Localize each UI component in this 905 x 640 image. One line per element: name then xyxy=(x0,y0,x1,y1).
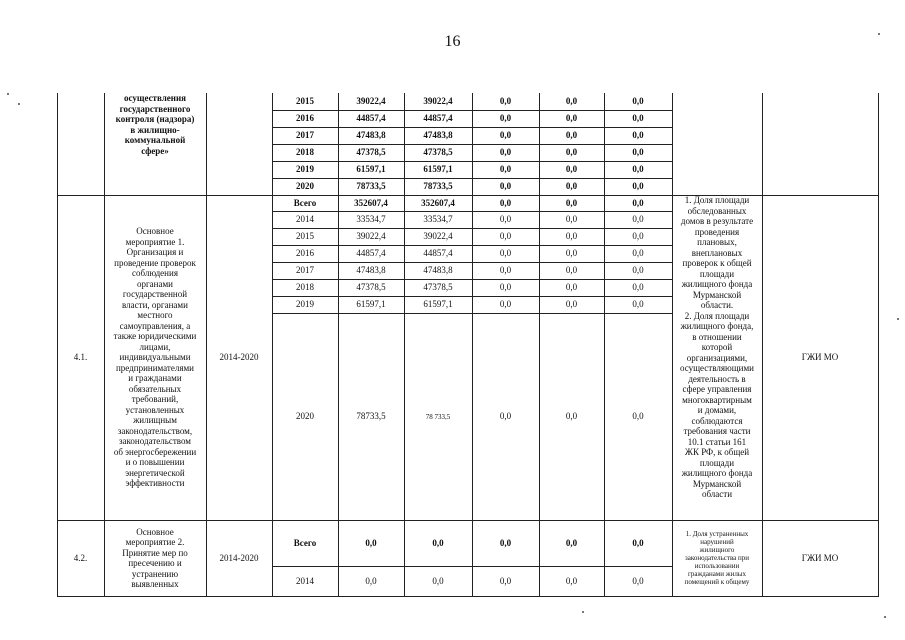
amount-regional-cell: 352607,4 xyxy=(421,197,455,208)
scan-speck xyxy=(18,103,20,105)
year-cell: 2018 xyxy=(296,282,314,293)
amount-federal-cell: 0,0 xyxy=(499,214,512,225)
amount-regional-cell: 61597,1 xyxy=(423,164,453,175)
year-cell: Всего xyxy=(293,197,317,208)
executor-cell: ГЖИ МО xyxy=(801,552,839,563)
year-cell: 2015 xyxy=(296,231,314,242)
amount-federal-cell: 0,0 xyxy=(499,537,512,548)
amount-other-cell: 0,0 xyxy=(632,282,644,293)
amount-local-cell: 0,0 xyxy=(565,113,578,124)
scan-speck xyxy=(897,318,899,320)
amount-other-cell: 0,0 xyxy=(632,164,644,175)
year-cell: 2014 xyxy=(296,214,314,225)
amount-local-cell: 0,0 xyxy=(565,147,578,158)
scan-speck xyxy=(884,616,886,618)
amount-regional-cell: 44857,4 xyxy=(423,113,453,124)
amount-total-cell: 78733,5 xyxy=(356,411,386,422)
amount-regional-cell: 78 733,5 xyxy=(425,412,451,421)
amount-total-cell: 47483,8 xyxy=(356,265,386,276)
amount-other-cell: 0,0 xyxy=(632,147,644,158)
amount-total-cell: 39022,4 xyxy=(356,96,386,107)
amount-other-cell: 0,0 xyxy=(632,299,644,310)
year-cell: 2016 xyxy=(296,113,314,124)
amount-federal-cell: 0,0 xyxy=(499,181,512,192)
amount-federal-cell: 0,0 xyxy=(499,231,512,242)
amount-other-cell: 0,0 xyxy=(632,197,644,208)
year-cell: 2017 xyxy=(296,265,314,276)
amount-federal-cell: 0,0 xyxy=(499,130,512,141)
amount-total-cell: 47483,8 xyxy=(356,130,386,141)
amount-regional-cell: 39022,4 xyxy=(423,231,453,242)
amount-local-cell: 0,0 xyxy=(565,181,578,192)
amount-local-cell: 0,0 xyxy=(565,299,578,310)
amount-regional-cell: 0,0 xyxy=(432,575,444,586)
amount-regional-cell: 47483,8 xyxy=(423,265,453,276)
period-cell: 2014-2020 xyxy=(219,352,259,363)
amount-local-cell: 0,0 xyxy=(565,411,578,422)
amount-other-cell: 0,0 xyxy=(632,575,644,586)
table-col-border-11 xyxy=(878,93,879,597)
year-cell: 2020 xyxy=(296,411,314,422)
amount-federal-cell: 0,0 xyxy=(499,299,512,310)
amount-other-cell: 0,0 xyxy=(632,130,644,141)
amount-federal-cell: 0,0 xyxy=(499,265,512,276)
amount-local-cell: 0,0 xyxy=(565,214,578,225)
year-cell: 2019 xyxy=(296,299,314,310)
amount-federal-cell: 0,0 xyxy=(499,147,512,158)
amount-other-cell: 0,0 xyxy=(632,231,644,242)
amount-total-cell: 352607,4 xyxy=(354,197,388,208)
executor-cell: ГЖИ МО xyxy=(801,352,839,363)
amount-federal-cell: 0,0 xyxy=(499,197,512,208)
year-cell: 2018 xyxy=(296,147,314,158)
amount-total-cell: 39022,4 xyxy=(356,231,386,242)
scan-speck xyxy=(878,33,880,35)
amount-total-cell: 47378,5 xyxy=(356,147,386,158)
amount-regional-cell: 44857,4 xyxy=(423,248,453,259)
amount-other-cell: 0,0 xyxy=(632,265,644,276)
amount-local-cell: 0,0 xyxy=(565,197,578,208)
amount-regional-cell: 0,0 xyxy=(432,537,444,548)
amount-total-cell: 44857,4 xyxy=(356,248,386,259)
year-cell: 2015 xyxy=(296,96,314,107)
amount-total-cell: 61597,1 xyxy=(356,164,386,175)
amount-total-cell: 0,0 xyxy=(365,537,377,548)
amount-regional-cell: 61597,1 xyxy=(423,299,453,310)
event-name: Основное мероприятие 2. Принятие мер по пресечению и устранению выявленных xyxy=(122,526,188,589)
page-number: 16 xyxy=(444,33,461,50)
amount-total-cell: 47378,5 xyxy=(356,282,386,293)
amount-other-cell: 0,0 xyxy=(632,214,644,225)
amount-other-cell: 0,0 xyxy=(632,411,644,422)
amount-regional-cell: 47483,8 xyxy=(423,130,453,141)
amount-regional-cell: 39022,4 xyxy=(423,96,453,107)
year-cell: 2019 xyxy=(296,164,314,175)
amount-other-cell: 0,0 xyxy=(632,113,644,124)
amount-regional-cell: 78733,5 xyxy=(423,181,453,192)
amount-local-cell: 0,0 xyxy=(565,130,578,141)
amount-total-cell: 33534,7 xyxy=(356,214,386,225)
amount-federal-cell: 0,0 xyxy=(499,113,512,124)
amount-federal-cell: 0,0 xyxy=(499,96,512,107)
amount-federal-cell: 0,0 xyxy=(499,411,512,422)
year-cell: 2020 xyxy=(296,181,314,192)
amount-other-cell: 0,0 xyxy=(632,248,644,259)
amount-local-cell: 0,0 xyxy=(565,231,578,242)
amount-federal-cell: 0,0 xyxy=(499,164,512,175)
amount-local-cell: 0,0 xyxy=(565,282,578,293)
amount-regional-cell: 33534,7 xyxy=(423,214,453,225)
amount-other-cell: 0,0 xyxy=(632,537,644,548)
amount-local-cell: 0,0 xyxy=(565,248,578,259)
amount-other-cell: 0,0 xyxy=(632,181,644,192)
amount-federal-cell: 0,0 xyxy=(499,575,512,586)
amount-local-cell: 0,0 xyxy=(565,575,578,586)
amount-local-cell: 0,0 xyxy=(565,265,578,276)
scan-speck xyxy=(7,93,9,95)
event-name-continued: осуществления государственного контроля (надзора) в жилищно- коммунальной сфере» xyxy=(115,93,195,156)
amount-local-cell: 0,0 xyxy=(565,96,578,107)
event-name: Основное мероприятие 1. Организация и проведение проверок соблюдения органами государственной власти, органами местного самоуправления, а также юридическими лицами, индивидуальными предпринимателями и гражданами обязательных требований, установленных жилищным законодательством, законодательством об энергосбережении и о повышении энергетической эффективности xyxy=(113,226,197,489)
row-number: 4.1. xyxy=(73,352,88,363)
amount-total-cell: 78733,5 xyxy=(356,181,386,192)
amount-regional-cell: 47378,5 xyxy=(423,147,453,158)
amount-total-cell: 0,0 xyxy=(365,575,377,586)
year-cell: 2014 xyxy=(296,575,314,586)
amount-federal-cell: 0,0 xyxy=(499,282,512,293)
amount-total-cell: 44857,4 xyxy=(356,113,386,124)
indicator-text: 1. Доля площади обследованных домов в результате проведения плановых, внеплановых проверок к общей площади жилищного фонда Мурманской области. 2. Доля площади жилищного фонда, в отношении которой организациями, осуществляющими деятельность в сфере управления многоквартирным и домами, соблюдаются требования части 10.1 статьи 161 ЖК РФ, к общей площади жилищного фонда Мурманской области xyxy=(680,195,754,499)
amount-local-cell: 0,0 xyxy=(565,537,578,548)
scan-speck xyxy=(582,611,584,613)
indicator-text: 1. Доля устраненных нарушений жилищного законодательства при использовании гражданами жилых помещений к общему xyxy=(684,530,750,586)
amount-local-cell: 0,0 xyxy=(565,164,578,175)
period-cell: 2014-2020 xyxy=(219,552,259,563)
amount-federal-cell: 0,0 xyxy=(499,248,512,259)
amount-regional-cell: 47378,5 xyxy=(423,282,453,293)
row-number: 4.2. xyxy=(73,552,88,563)
amount-total-cell: 61597,1 xyxy=(356,299,386,310)
table-bottom-border xyxy=(57,596,879,597)
amount-other-cell: 0,0 xyxy=(632,96,644,107)
year-cell: 2016 xyxy=(296,248,314,259)
year-cell: 2017 xyxy=(296,130,314,141)
year-cell: Всего xyxy=(293,537,317,548)
